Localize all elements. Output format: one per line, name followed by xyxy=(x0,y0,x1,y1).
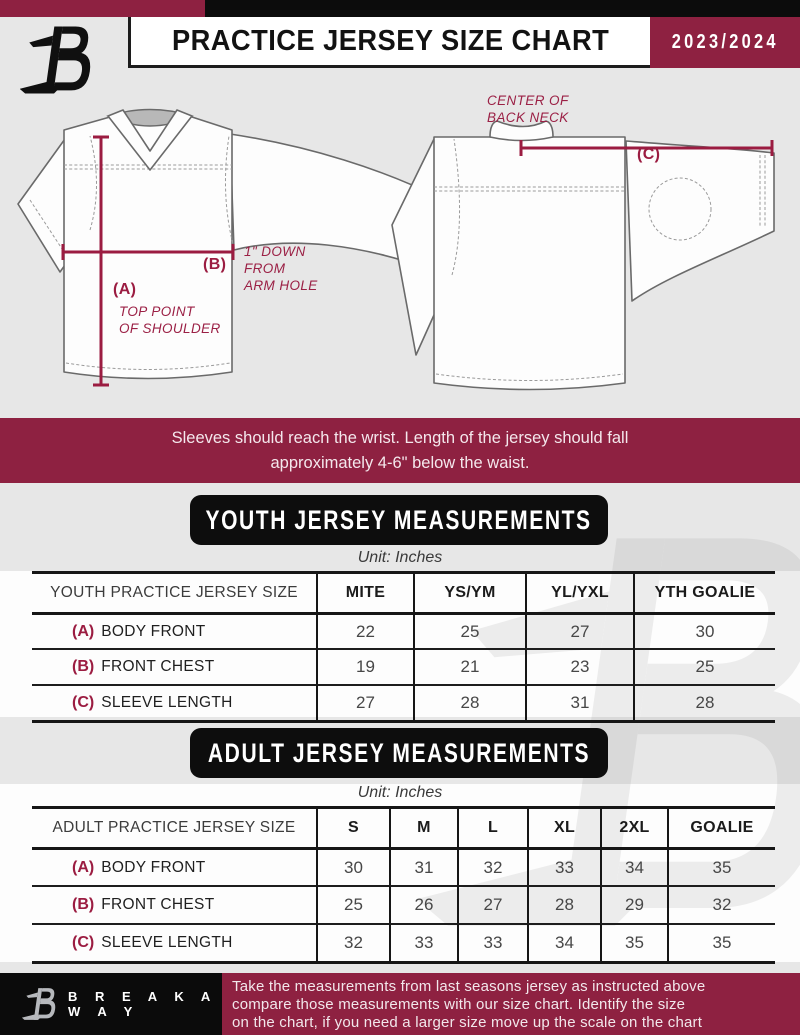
table-cell: 35 xyxy=(600,923,667,961)
row-name: FRONT CHEST xyxy=(101,896,215,913)
table-cell: 29 xyxy=(600,885,667,923)
adult-banner-title: ADULT JERSEY MEASUREMENTS xyxy=(207,737,591,768)
table-cell: 34 xyxy=(600,847,667,885)
fit-note-line-2: approximately 4-6" below the waist. xyxy=(270,453,530,472)
table-cell: 31 xyxy=(389,847,457,885)
adult-size-table xyxy=(32,806,775,964)
table-cell: 26 xyxy=(389,885,457,923)
annotation-A-desc: TOP POINT OF SHOULDER xyxy=(119,304,221,336)
youth-col-header: YL/YXL xyxy=(525,574,633,612)
table-cell: 25 xyxy=(413,612,525,648)
youth-section-banner xyxy=(190,495,608,545)
annotation-C-desc: CENTER OF BACK NECK xyxy=(487,93,569,125)
adult-section-banner xyxy=(190,728,608,778)
table-cell: 28 xyxy=(527,885,600,923)
table-cell: 27 xyxy=(525,612,633,648)
breakaway-logo-icon xyxy=(22,984,58,1024)
youth-col-header: YS/YM xyxy=(413,574,525,612)
table-cell: 33 xyxy=(389,923,457,961)
table-cell: 27 xyxy=(316,684,413,720)
adult-col-header: M xyxy=(389,809,457,847)
table-cell: 33 xyxy=(527,847,600,885)
row-key: (C) xyxy=(72,934,95,951)
footer-line-3: on the chart, if you need a larger size move up the scale on the chart xyxy=(232,1014,703,1031)
youth-unit-label: Unit: Inches xyxy=(357,549,443,566)
youth-col-header: MITE xyxy=(316,574,413,612)
table-row-label xyxy=(32,847,316,885)
youth-col-header: YOUTH PRACTICE JERSEY SIZE xyxy=(50,584,298,601)
header-black-strip xyxy=(205,0,800,17)
title-banner xyxy=(128,17,650,68)
youth-size-table xyxy=(32,571,775,723)
breakaway-logo-icon xyxy=(20,20,96,100)
table-cell: 25 xyxy=(316,885,389,923)
footer-brand-block xyxy=(0,973,222,1035)
table-row-label xyxy=(32,684,316,720)
header-maroon-strip xyxy=(0,0,205,17)
adult-col-header: L xyxy=(457,809,527,847)
table-cell: 31 xyxy=(525,684,633,720)
footer-line-1: Take the measurements from last seasons jersey as instructed above xyxy=(232,978,706,995)
brand-wordmark: B R E A K A W A Y xyxy=(68,989,217,1019)
row-key: (C) xyxy=(72,694,95,711)
annotation-A-key: (A) xyxy=(113,281,137,298)
adult-col-header: S xyxy=(316,809,389,847)
row-key: (A) xyxy=(72,858,95,876)
adult-col-header: GOALIE xyxy=(667,809,775,847)
row-name: BODY FRONT xyxy=(101,858,206,876)
season-label: 2023/2024 xyxy=(671,31,779,53)
table-row-label xyxy=(32,648,316,684)
page-title: PRACTICE JERSEY SIZE CHART xyxy=(171,24,610,57)
table-cell: 35 xyxy=(667,923,775,961)
back-jersey-diagram xyxy=(390,103,800,413)
table-cell: 25 xyxy=(633,648,775,684)
table-cell: 32 xyxy=(667,885,775,923)
row-name: FRONT CHEST xyxy=(101,658,215,675)
row-key: (B) xyxy=(72,658,95,675)
fit-note-line-1: Sleeves should reach the wrist. Length of the jersey should fall xyxy=(171,428,629,447)
row-key: (A) xyxy=(72,622,95,640)
table-row-label xyxy=(32,612,316,648)
season-block xyxy=(650,17,800,68)
adult-col-header: XL xyxy=(527,809,600,847)
adult-unit-label: Unit: Inches xyxy=(357,784,443,801)
front-jersey-diagram xyxy=(10,108,450,408)
youth-col-header: YTH GOALIE xyxy=(633,574,775,612)
table-row-label xyxy=(32,923,316,961)
table-cell: 30 xyxy=(316,847,389,885)
table-cell: 19 xyxy=(316,648,413,684)
annotation-B-desc: 1" DOWN FROM ARM HOLE xyxy=(244,244,318,293)
row-name: SLEEVE LENGTH xyxy=(101,934,233,951)
table-cell: 32 xyxy=(457,847,527,885)
youth-banner-title: YOUTH JERSEY MEASUREMENTS xyxy=(205,504,593,535)
table-cell: 30 xyxy=(633,612,775,648)
annotation-B-key: (B) xyxy=(203,256,227,273)
table-cell: 27 xyxy=(457,885,527,923)
footer-line-2: compare those measurements with our size chart. Identify the size xyxy=(232,996,686,1013)
annotation-C-key: (C) xyxy=(637,146,661,163)
table-cell: 33 xyxy=(457,923,527,961)
table-cell: 28 xyxy=(633,684,775,720)
row-name: SLEEVE LENGTH xyxy=(101,694,233,711)
footer-instructions xyxy=(222,973,800,1035)
table-cell: 34 xyxy=(527,923,600,961)
table-cell: 22 xyxy=(316,612,413,648)
adult-col-header: 2XL xyxy=(600,809,667,847)
table-cell: 32 xyxy=(316,923,389,961)
table-row-label xyxy=(32,885,316,923)
row-key: (B) xyxy=(72,896,95,913)
row-name: BODY FRONT xyxy=(101,622,206,640)
adult-col-header: ADULT PRACTICE JERSEY SIZE xyxy=(52,819,296,836)
fit-note-banner xyxy=(0,418,800,483)
table-cell: 35 xyxy=(667,847,775,885)
table-cell: 21 xyxy=(413,648,525,684)
table-cell: 28 xyxy=(413,684,525,720)
table-cell: 23 xyxy=(525,648,633,684)
